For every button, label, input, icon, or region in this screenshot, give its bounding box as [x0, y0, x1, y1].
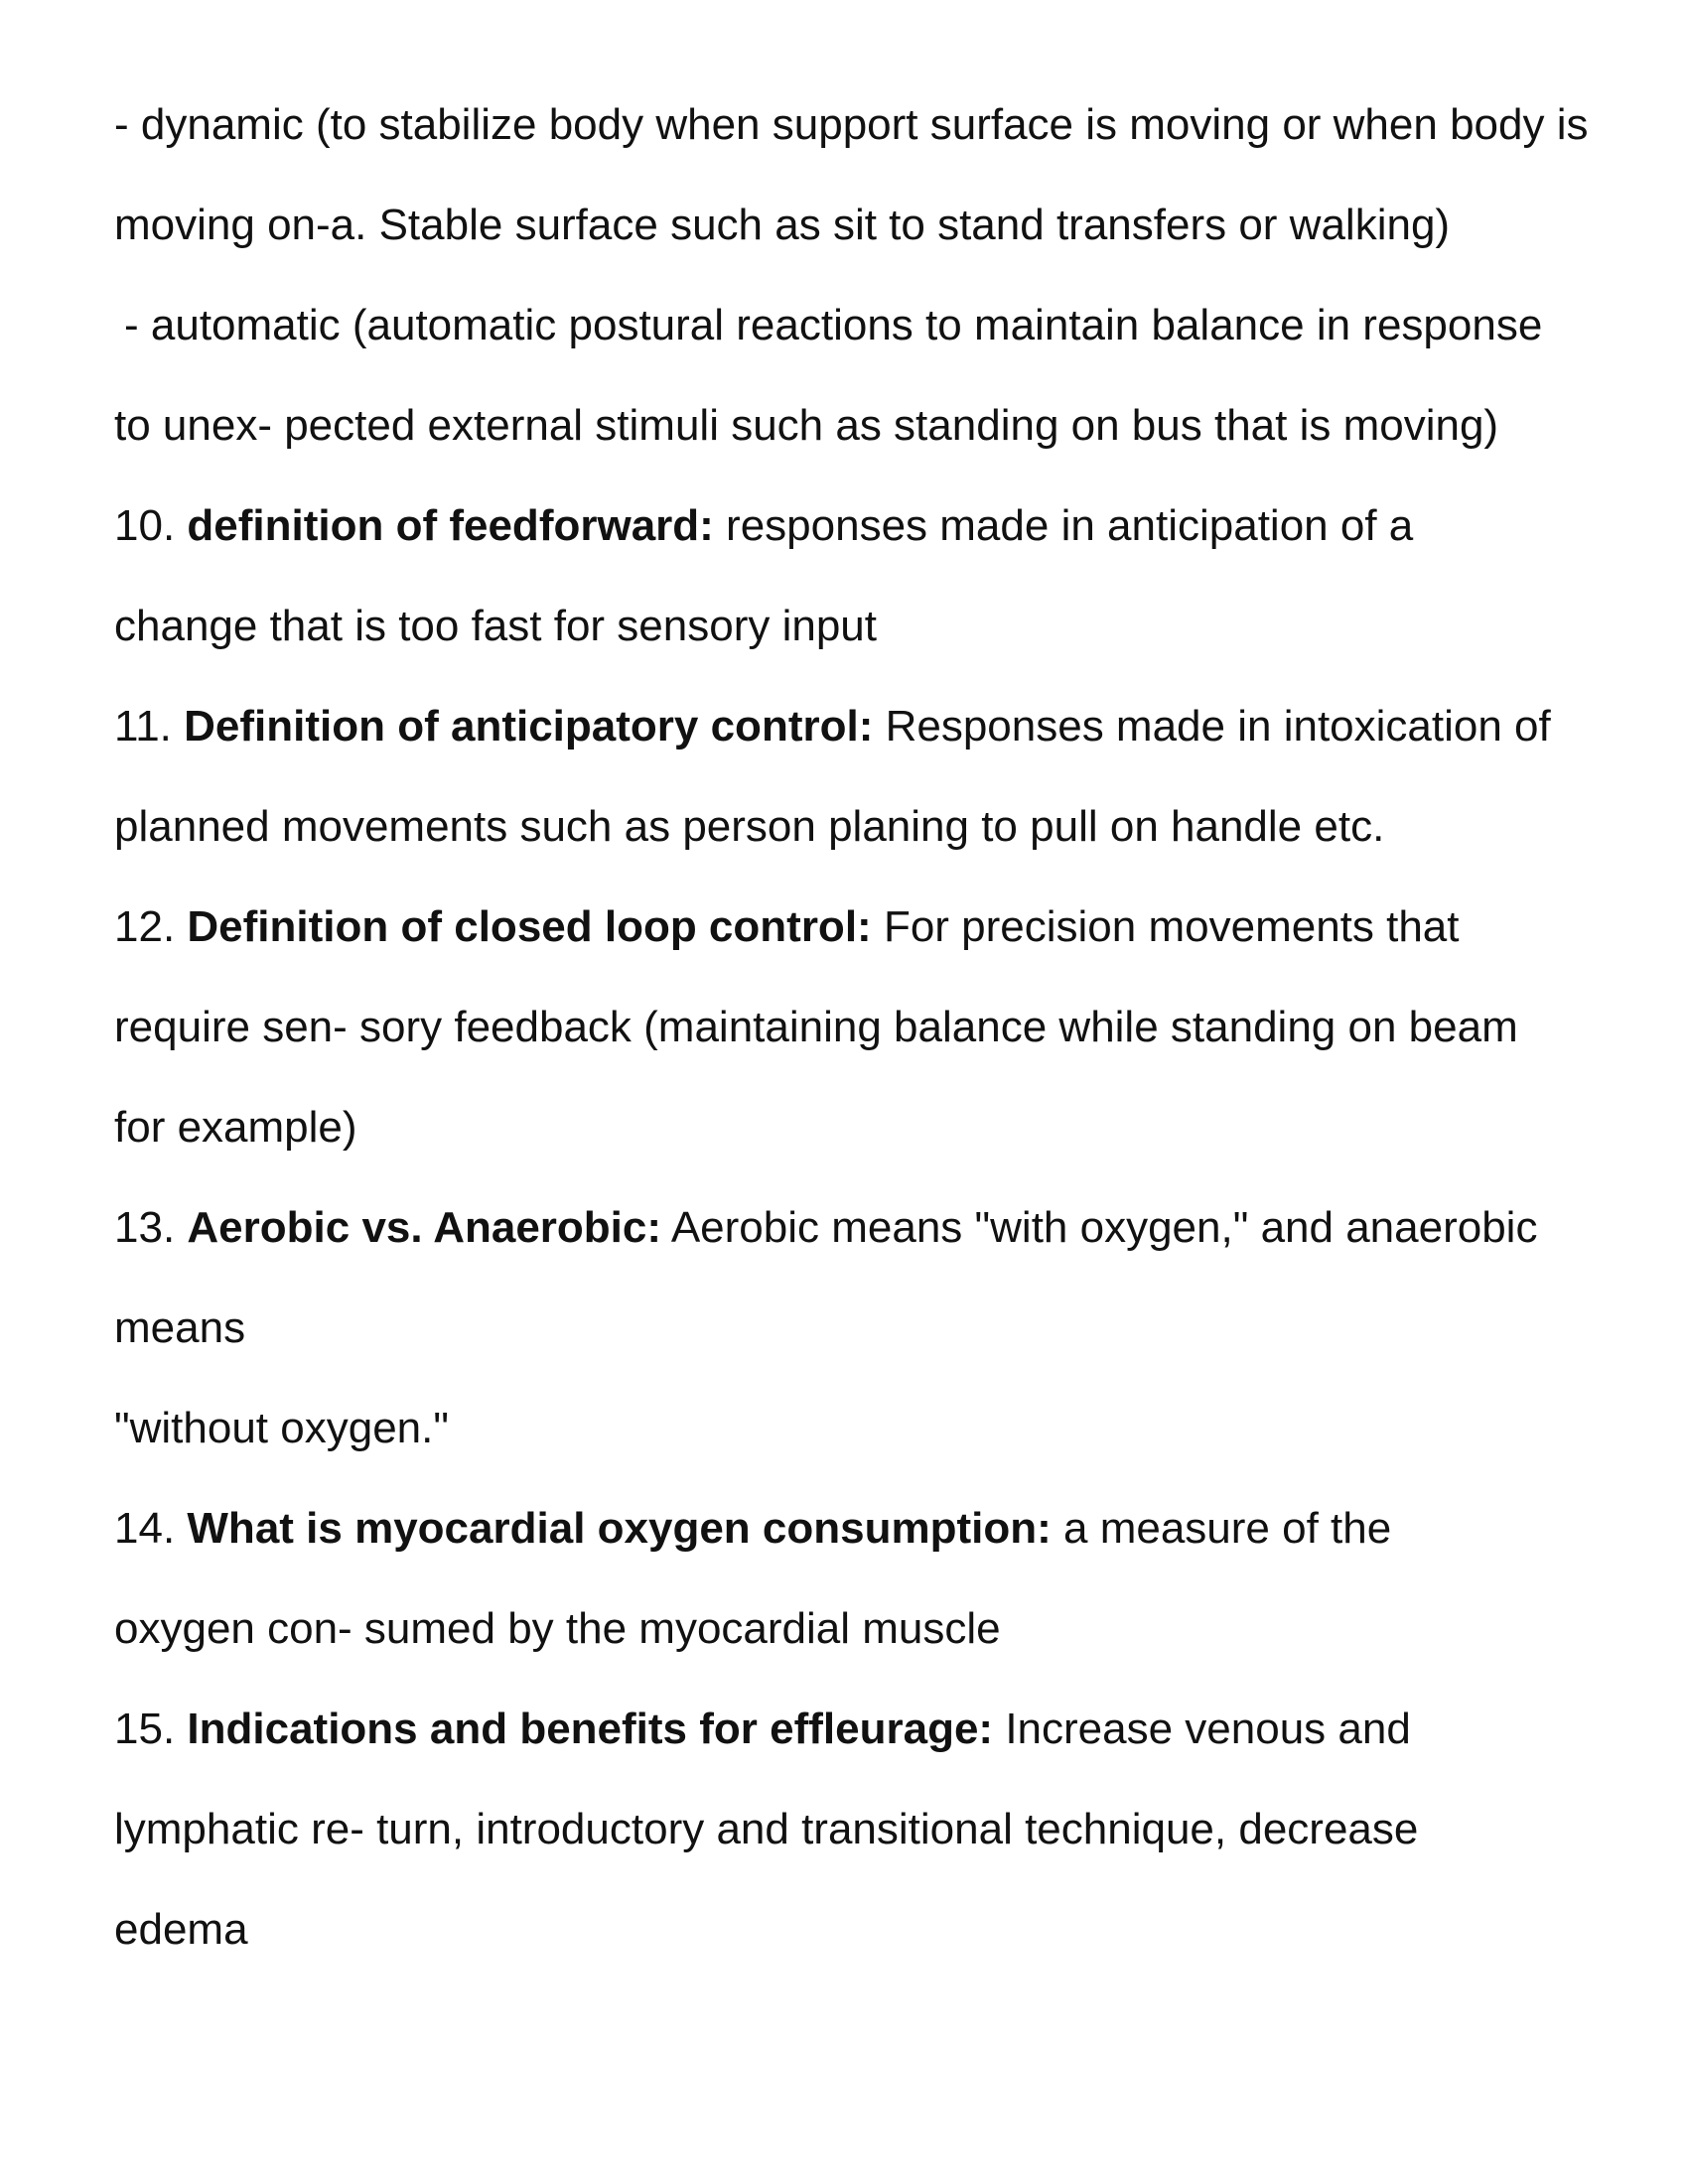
list-item-11: [114, 701, 1551, 752]
item-definition: For precision movements that: [883, 902, 1460, 951]
item-term: Aerobic vs. Anaerobic:: [187, 1203, 662, 1252]
item-continuation: change that is too fast for sensory input: [114, 602, 878, 650]
item-continuation: require sen- sory feedback (maintaining balance while standing on beam: [114, 1003, 1518, 1051]
text-line-automatic: - automatic (automatic postural reactions to maintain balance in response: [124, 301, 1543, 349]
item-term: Indications and benefits for effleurage:: [187, 1705, 994, 1753]
item-definition: responses made in anticipation of a: [726, 501, 1414, 550]
item-definition: a measure of the: [1063, 1504, 1392, 1553]
text-line-automatic-cont: to unex- pected external stimuli such as standing on bus that is moving): [114, 401, 1499, 450]
text-line-dynamic-cont: moving on-a. Stable surface such as sit to stand transfers or walking): [114, 201, 1451, 249]
list-item-12: [114, 901, 1460, 953]
list-item-10: [114, 500, 1413, 552]
item-continuation: means: [114, 1303, 246, 1352]
item-continuation: for example): [114, 1103, 357, 1152]
item-continuation: "without oxygen.": [114, 1404, 449, 1452]
list-item-15: [114, 1704, 1411, 1755]
item-continuation: oxygen con- sumed by the myocardial muscle: [114, 1604, 1001, 1653]
item-continuation: edema: [114, 1905, 248, 1954]
item-term: definition of feedforward:: [187, 501, 714, 550]
item-definition: Responses made in intoxication of: [885, 702, 1551, 751]
item-definition: Aerobic means "with oxygen," and anaerobic: [670, 1203, 1538, 1252]
list-item-13: [114, 1202, 1537, 1254]
item-number: 15.: [114, 1705, 176, 1753]
item-definition: Increase venous and: [1005, 1705, 1411, 1753]
text-line-dynamic: - dynamic (to stabilize body when support surface is moving or when body is: [114, 100, 1589, 149]
item-number: 13.: [114, 1203, 176, 1252]
item-continuation: lymphatic re- turn, introductory and transitional technique, decrease: [114, 1805, 1419, 1853]
item-number: 14.: [114, 1504, 176, 1553]
item-term: Definition of closed loop control:: [187, 902, 872, 951]
list-item-14: [114, 1503, 1391, 1555]
item-term: Definition of anticipatory control:: [184, 702, 874, 751]
item-number: 12.: [114, 902, 176, 951]
item-continuation: planned movements such as person planing to pull on handle etc.: [114, 802, 1385, 851]
item-number: 11.: [114, 702, 172, 751]
item-number: 10.: [114, 501, 176, 550]
item-term: What is myocardial oxygen consumption:: [187, 1504, 1052, 1553]
